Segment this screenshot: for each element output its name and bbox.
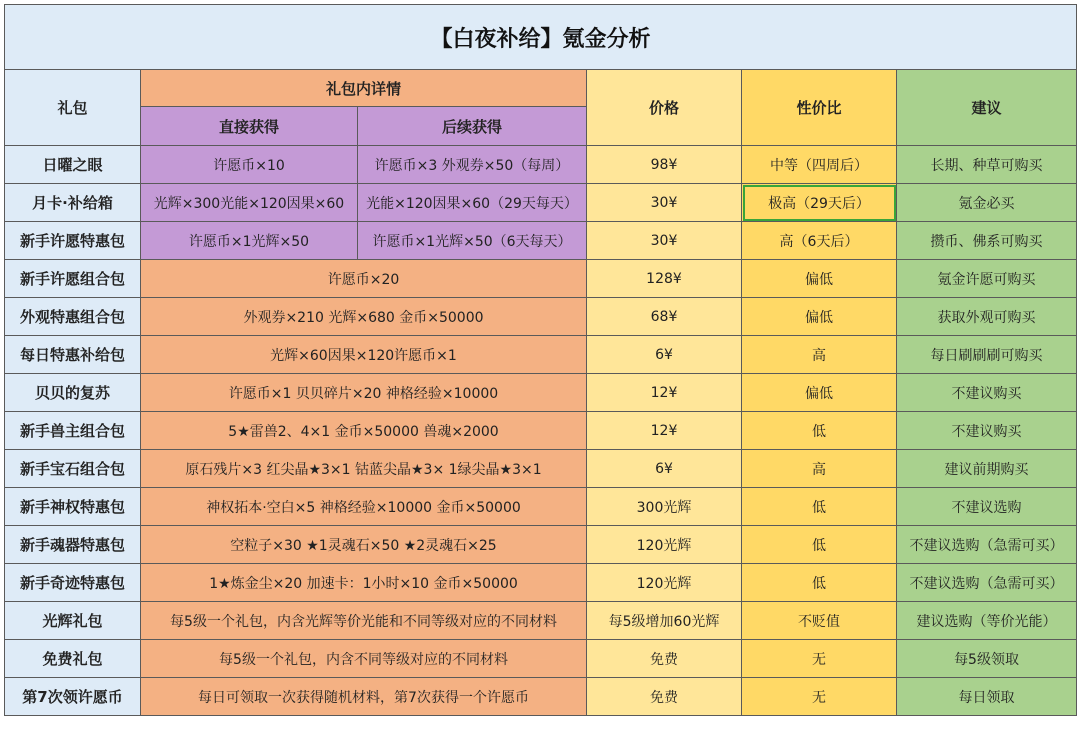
direct-cell: 许愿币×10 (141, 146, 358, 184)
package-name: 新手兽主组合包 (5, 412, 141, 450)
value-cell: 不贬值 (742, 602, 897, 640)
value-cell: 中等（四周后） (742, 146, 897, 184)
details-cell: 1★炼金尘×20 加速卡：1小时×10 金币×50000 (141, 564, 587, 602)
price-cell: 120光辉 (587, 526, 742, 564)
price-cell: 每5级增加60光辉 (587, 602, 742, 640)
header-direct: 直接获得 (141, 107, 358, 146)
advice-cell: 不建议选购（急需可买） (897, 526, 1077, 564)
header-details: 礼包内详情 (141, 70, 587, 107)
followup-cell: 许愿币×1光辉×50（6天每天） (358, 222, 587, 260)
value-cell: 偏低 (742, 298, 897, 336)
price-cell: 98¥ (587, 146, 742, 184)
table-row (5, 640, 1077, 678)
package-name: 每日特惠补给包 (5, 336, 141, 374)
package-name: 新手许愿组合包 (5, 260, 141, 298)
advice-cell: 攒币、佛系可购买 (897, 222, 1077, 260)
package-name: 新手宝石组合包 (5, 450, 141, 488)
package-name: 贝贝的复苏 (5, 374, 141, 412)
details-cell: 外观券×210 光辉×680 金币×50000 (141, 298, 587, 336)
details-cell: 许愿币×1 贝贝碎片×20 神格经验×10000 (141, 374, 587, 412)
price-cell: 30¥ (587, 184, 742, 222)
value-cell: 高 (742, 336, 897, 374)
advice-cell: 不建议购买 (897, 412, 1077, 450)
table-row (5, 412, 1077, 450)
value-cell: 无 (742, 640, 897, 678)
value-cell: 高（6天后） (742, 222, 897, 260)
price-cell: 6¥ (587, 336, 742, 374)
followup-cell: 许愿币×3 外观券×50（每周） (358, 146, 587, 184)
package-name: 新手魂器特惠包 (5, 526, 141, 564)
details-cell: 每5级一个礼包，内含光辉等价光能和不同等级对应的不同材料 (141, 602, 587, 640)
price-cell: 免费 (587, 640, 742, 678)
package-name: 新手神权特惠包 (5, 488, 141, 526)
package-name: 新手奇迹特惠包 (5, 564, 141, 602)
advice-cell: 建议选购（等价光能） (897, 602, 1077, 640)
table-row (5, 678, 1077, 716)
price-cell: 免费 (587, 678, 742, 716)
value-cell: 偏低 (742, 260, 897, 298)
value-cell: 偏低 (742, 374, 897, 412)
table-row (5, 450, 1077, 488)
header-price: 价格 (587, 70, 742, 146)
value-cell: 低 (742, 526, 897, 564)
table-row (5, 146, 1077, 184)
advice-cell: 获取外观可购买 (897, 298, 1077, 336)
direct-cell: 许愿币×1光辉×50 (141, 222, 358, 260)
value-cell: 极高（29天后） (742, 184, 897, 222)
package-name: 免费礼包 (5, 640, 141, 678)
header-package: 礼包 (5, 70, 141, 146)
table-row (5, 526, 1077, 564)
followup-cell: 光能×120因果×60（29天每天） (358, 184, 587, 222)
price-cell: 30¥ (587, 222, 742, 260)
value-cell: 低 (742, 564, 897, 602)
direct-cell: 光辉×300光能×120因果×60 (141, 184, 358, 222)
header-advice: 建议 (897, 70, 1077, 146)
price-cell: 128¥ (587, 260, 742, 298)
value-cell: 低 (742, 488, 897, 526)
table-row (5, 336, 1077, 374)
advice-cell: 不建议购买 (897, 374, 1077, 412)
package-name: 第7次领许愿币 (5, 678, 141, 716)
package-name: 日曜之眼 (5, 146, 141, 184)
price-cell: 300光辉 (587, 488, 742, 526)
header-followup: 后续获得 (358, 107, 587, 146)
advice-cell: 长期、种草可购买 (897, 146, 1077, 184)
details-cell: 5★雷兽2、4×1 金币×50000 兽魂×2000 (141, 412, 587, 450)
details-cell: 原石残片×3 红尖晶★3×1 钴蓝尖晶★3× 1绿尖晶★3×1 (141, 450, 587, 488)
table-row (5, 184, 1077, 222)
gift-analysis-table (4, 4, 1077, 716)
advice-cell: 每日领取 (897, 678, 1077, 716)
value-cell: 低 (742, 412, 897, 450)
price-cell: 68¥ (587, 298, 742, 336)
table-row (5, 222, 1077, 260)
value-cell: 无 (742, 678, 897, 716)
details-cell: 空粒子×30 ★1灵魂石×50 ★2灵魂石×25 (141, 526, 587, 564)
advice-cell: 不建议选购（急需可买） (897, 564, 1077, 602)
table-row (5, 602, 1077, 640)
table-row (5, 564, 1077, 602)
price-cell: 6¥ (587, 450, 742, 488)
table-row (5, 260, 1077, 298)
advice-cell: 每日刷刷刷可购买 (897, 336, 1077, 374)
package-name: 外观特惠组合包 (5, 298, 141, 336)
package-name: 新手许愿特惠包 (5, 222, 141, 260)
details-cell: 神权拓本·空白×5 神格经验×10000 金币×50000 (141, 488, 587, 526)
page-title: 【白夜补给】氪金分析 (5, 5, 1077, 70)
advice-cell: 不建议选购 (897, 488, 1077, 526)
price-cell: 12¥ (587, 412, 742, 450)
price-cell: 120光辉 (587, 564, 742, 602)
header-value: 性价比 (742, 70, 897, 146)
details-cell: 光辉×60因果×120许愿币×1 (141, 336, 587, 374)
package-name: 光辉礼包 (5, 602, 141, 640)
table-row (5, 488, 1077, 526)
details-cell: 许愿币×20 (141, 260, 587, 298)
package-name: 月卡·补给箱 (5, 184, 141, 222)
details-cell: 每日可领取一次获得随机材料，第7次获得一个许愿币 (141, 678, 587, 716)
table-row (5, 374, 1077, 412)
advice-cell: 氪金许愿可购买 (897, 260, 1077, 298)
price-cell: 12¥ (587, 374, 742, 412)
advice-cell: 氪金必买 (897, 184, 1077, 222)
value-cell: 高 (742, 450, 897, 488)
details-cell: 每5级一个礼包，内含不同等级对应的不同材料 (141, 640, 587, 678)
advice-cell: 每5级领取 (897, 640, 1077, 678)
advice-cell: 建议前期购买 (897, 450, 1077, 488)
table-row (5, 298, 1077, 336)
